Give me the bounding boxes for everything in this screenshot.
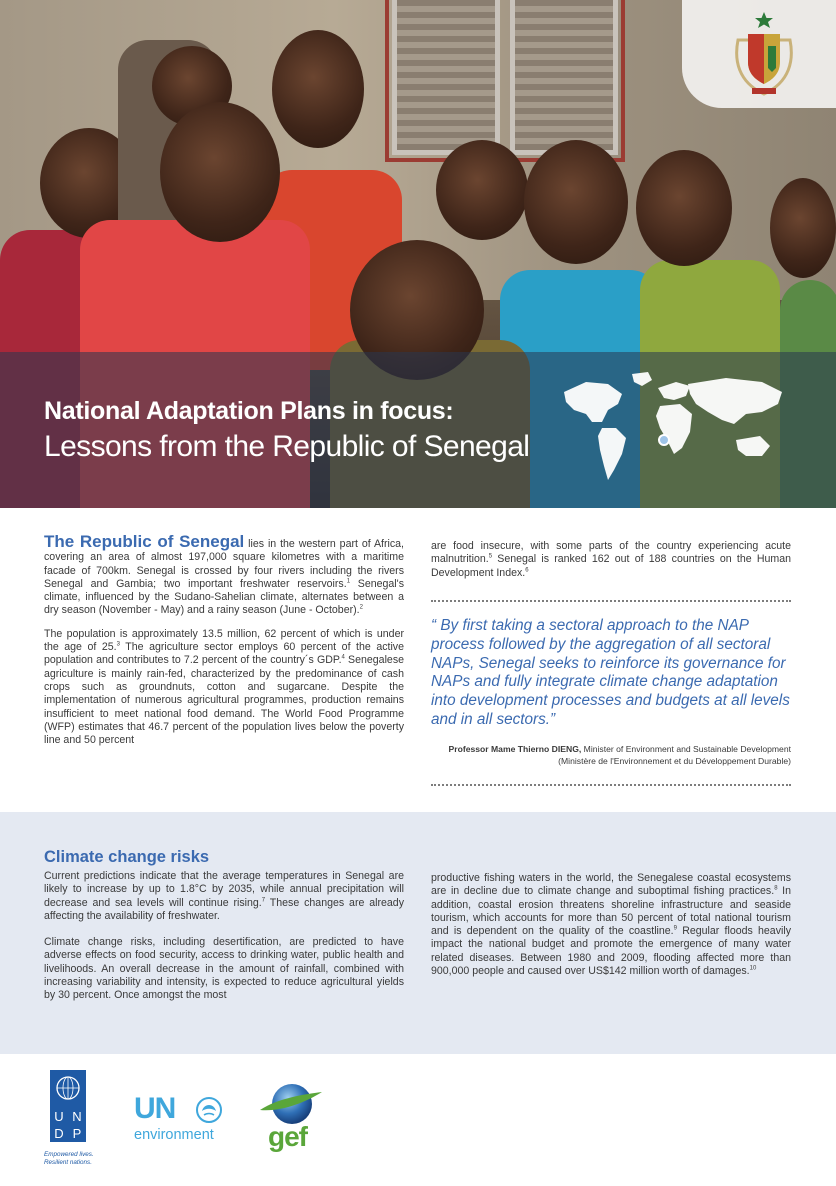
intro-column-right bbox=[431, 540, 791, 590]
quote-attribution bbox=[431, 743, 791, 767]
unenv-un-text: UN bbox=[134, 1092, 176, 1125]
un-emblem-icon bbox=[50, 1070, 86, 1106]
risks-text: In addition, coastal erosion threatens shoreline infrastructure and seaside tourism, which accounts for more than 50 percent of total national tourism and is dependent on the quality of the coastline. bbox=[431, 885, 792, 938]
gef-word: gef bbox=[268, 1121, 307, 1152]
risks-paragraph-3 bbox=[431, 872, 791, 978]
undp-letter: N bbox=[72, 1109, 82, 1124]
section-heading: Climate change risks bbox=[44, 848, 210, 866]
intro-paragraph-3 bbox=[431, 540, 791, 580]
quote-author-role: Minister of Environment and Sustainable Development (Ministère de l'Environnement et du Développement Durable) bbox=[558, 744, 791, 766]
quote-divider-bottom bbox=[431, 784, 791, 786]
undp-tagline bbox=[44, 1151, 124, 1167]
intro-text: Senegal's climate, influenced by the Sudano-Sahelian climate, alternates between a dry season (November - May) and a rainy season (June - October). bbox=[44, 577, 404, 617]
risks-text: productive fishing waters in the world, the Senegalese coastal ecosystems are in decline due to climate change and suboptimal fishing practices. bbox=[431, 872, 791, 898]
risks-column-right bbox=[431, 872, 791, 988]
unenv-word: environment bbox=[134, 1127, 214, 1143]
quote-author: Professor Mame Thierno DIENG, bbox=[448, 744, 582, 754]
risks-text: Current predictions indicate that the average temperatures in Senegal are likely to increase by up to 1.8°C by 2035, while annual precipitation will decrease and sea levels will continue rising. bbox=[44, 870, 404, 909]
undp-letters bbox=[50, 1108, 86, 1142]
risks-text: Regular floods heavily impact the national budget and promote the emergence of many water related diseases. Between 1980 and 2009, flooding affected more than 900,000 people and caused over US$142 million worth of damages. bbox=[431, 925, 791, 978]
footnote-ref: 1 bbox=[346, 578, 351, 585]
undp-letter: D bbox=[54, 1126, 64, 1141]
gef-globe-logo-icon bbox=[258, 1080, 324, 1156]
lead-heading: The Republic of Senegal bbox=[44, 532, 245, 551]
risks-column-left bbox=[44, 870, 404, 1013]
intro-paragraph-1 bbox=[44, 532, 404, 618]
child-face bbox=[436, 140, 528, 240]
risks-paragraph-2: Climate change risks, including desertification, are predicted to have adverse effects on food security, access to drinking water, public health and livelihoods. An overall decrease in the amount of rainfall, combined with increasing variability and intensity, is expected to reduce agricultural yields by 30 percent. Once amongst the most bbox=[44, 936, 404, 1002]
risks-paragraph-1 bbox=[44, 870, 404, 923]
hero-photo bbox=[0, 0, 836, 508]
footnote-ref: 3 bbox=[116, 641, 120, 648]
title-subtitle: Lessons from the Republic of Senegal bbox=[44, 430, 530, 463]
intro-column-left bbox=[44, 532, 405, 757]
un-environment-emblem-icon bbox=[192, 1095, 226, 1125]
intro-text: Senegal is ranked 162 out of 188 countries on the Human Development Index. bbox=[431, 553, 791, 579]
intro-paragraph-2 bbox=[44, 628, 404, 748]
footnote-ref: 2 bbox=[359, 604, 363, 611]
hero-title bbox=[44, 394, 604, 466]
child-face bbox=[160, 102, 280, 242]
footnote-ref: 7 bbox=[261, 897, 266, 904]
senegal-coat-of-arms-icon bbox=[728, 10, 800, 100]
intro-text: The agriculture sector employs 60 percent of the active population and contributes to 7.2 percent of the country´s GDP. bbox=[44, 641, 404, 667]
footnote-ref: 9 bbox=[673, 925, 677, 932]
undp-letter: P bbox=[72, 1126, 82, 1141]
un-environment-logo-icon bbox=[134, 1093, 230, 1145]
pull-quote: “ By first taking a sectoral approach to the NAP process followed by the aggregation of all sectoral NAPs, Senegal seeks to reinforce its governance for NAPs and fully integrate climate change adaptation into development processes and budgets at all levels and in all sectors.” bbox=[431, 617, 790, 728]
child-face bbox=[524, 140, 628, 264]
tagline-line-2: Resilient nations. bbox=[44, 1159, 92, 1166]
intro-text: Senegalese agriculture is mainly rain-fed, characterized by the predominance of cash crops such as groundnuts, cotton and sugarcane. Despite the implementation of numerous agricultural programmes, production remains insufficient to meet national food demand. The World Food Programme (WFP) estimates that 46.7 percent of the population lives below the poverty line and 50 percent bbox=[44, 654, 405, 747]
intro-text: lies in the western part of Africa, covering an area of almost 197,000 square kilometres with a maritime facade of 700km. Senegal is crossed by four rivers including the rivers Senegal and Gambia; two important freshwater reservoirs. bbox=[44, 538, 404, 590]
quote-divider-top bbox=[431, 600, 791, 602]
child-face bbox=[636, 150, 732, 266]
window-shutter-right bbox=[510, 0, 618, 155]
intro-text: are food insecure, with some parts of the country experiencing acute malnutrition. bbox=[431, 540, 791, 566]
footnote-ref: 8 bbox=[774, 885, 778, 892]
footnote-ref: 4 bbox=[341, 654, 345, 661]
window-shutter-left bbox=[392, 0, 500, 155]
undp-letter: U bbox=[54, 1109, 64, 1124]
footnote-ref: 5 bbox=[488, 553, 493, 560]
child-face bbox=[272, 30, 364, 148]
child-face bbox=[770, 178, 836, 278]
footnote-ref: 10 bbox=[749, 965, 757, 972]
intro-text: The population is approximately 13.5 million, 62 percent of which is under the age of 25. bbox=[44, 627, 404, 654]
risks-text: These changes are already affecting the availability of freshwater. bbox=[44, 896, 404, 922]
undp-logo-icon bbox=[50, 1070, 86, 1142]
undp-logo-box bbox=[50, 1070, 86, 1142]
tagline-line-1: Empowered lives. bbox=[44, 1151, 94, 1158]
footnote-ref: 6 bbox=[525, 567, 529, 574]
title-bold: National Adaptation Plans in focus: bbox=[44, 397, 454, 425]
